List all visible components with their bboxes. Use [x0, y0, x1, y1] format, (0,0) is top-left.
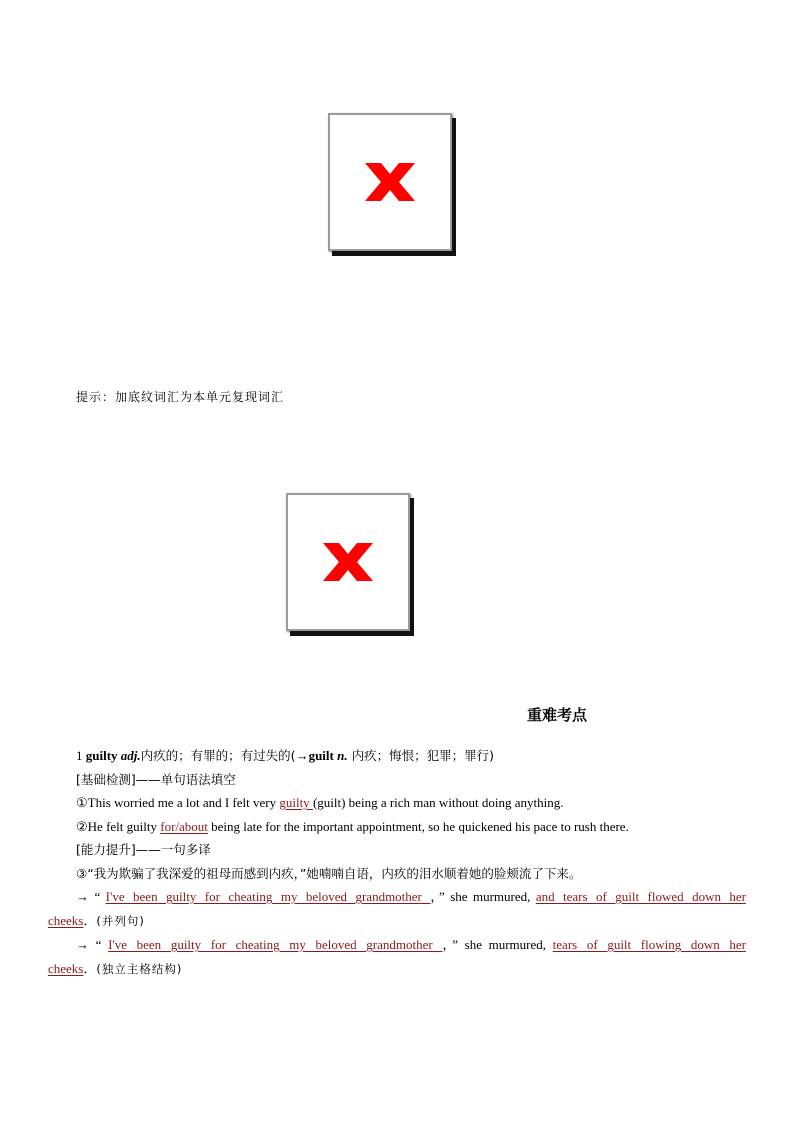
- entry-word: guilty: [85, 748, 118, 763]
- t1-mid: ，” she murmured,: [430, 889, 536, 904]
- exercise-item-1: [48, 791, 746, 815]
- item2-answer: for/about: [160, 818, 208, 834]
- translation-2-cont: [48, 957, 746, 982]
- advanced-heading: [能力提升]——一句多译: [76, 842, 211, 857]
- exercise-item-3: ③“我为欺骗了我深爱的祖母而感到内疚，”她喃喃自语，内疚的泪水顺着她的脸颊流了下来。: [76, 865, 582, 881]
- section-title: 重难考点: [527, 707, 588, 724]
- item1-pre: ①This worried me a lot and I felt very: [76, 795, 280, 810]
- t1-note: (并列句): [96, 913, 145, 928]
- t2-end: ．: [83, 960, 97, 976]
- arrow-icon: →: [76, 889, 89, 904]
- vocab-content: [48, 744, 746, 981]
- broken-image-placeholder: [286, 493, 410, 631]
- entry-pos: adj.: [120, 748, 141, 763]
- translation-1-cont: [48, 909, 746, 934]
- t2-answer2a: tears of guilt flowing down her: [552, 937, 746, 952]
- t2-mid: ，” she murmured,: [442, 937, 553, 952]
- t1-end: ．: [83, 912, 97, 928]
- item1-post: (guilt) being a rich man without doing anything.: [312, 795, 564, 810]
- entry-line: [48, 744, 746, 768]
- exercise-item-2: [48, 815, 746, 839]
- translation-2: [48, 933, 746, 957]
- item1-answer: guilty: [279, 795, 313, 810]
- basic-heading: [基础检测]——单句语法填空: [76, 771, 236, 787]
- t2-open-quote: “: [95, 937, 102, 952]
- entry-number: 1: [76, 748, 83, 763]
- broken-image-icon: [361, 159, 419, 205]
- translation-1: [48, 885, 746, 909]
- derived-word: guilt: [308, 748, 334, 763]
- arrow-icon: →: [295, 748, 309, 763]
- hint-text: 提示：加底纹词汇为本单元复现词汇: [76, 390, 285, 404]
- derived-meaning: 内疚；悔恨；犯罪；罪行): [347, 748, 494, 763]
- item2-pre: ②He felt guilty: [76, 818, 161, 834]
- item2-post: being late for the important appointment, so he quickened his pace to rush there.: [207, 818, 629, 834]
- t2-answer2b: cheeks: [48, 960, 84, 976]
- entry-meaning: 内疚的；有罪的；有过失的(: [140, 748, 296, 763]
- t2-note: (独立主格结构): [96, 961, 183, 976]
- t1-answer2a: and tears of guilt flowed down her: [535, 889, 746, 904]
- t1-answer2b: cheeks: [48, 912, 84, 928]
- t1-answer1: I've been guilty for cheating my beloved grandmother: [105, 889, 431, 904]
- broken-image-placeholder: [328, 113, 452, 251]
- t2-answer1: I've been guilty for cheating my beloved grandmother: [108, 937, 443, 952]
- derived-pos: n.: [337, 748, 348, 763]
- broken-image-icon: [319, 539, 377, 585]
- t1-open-quote: “: [94, 889, 101, 904]
- arrow-icon: →: [76, 937, 89, 952]
